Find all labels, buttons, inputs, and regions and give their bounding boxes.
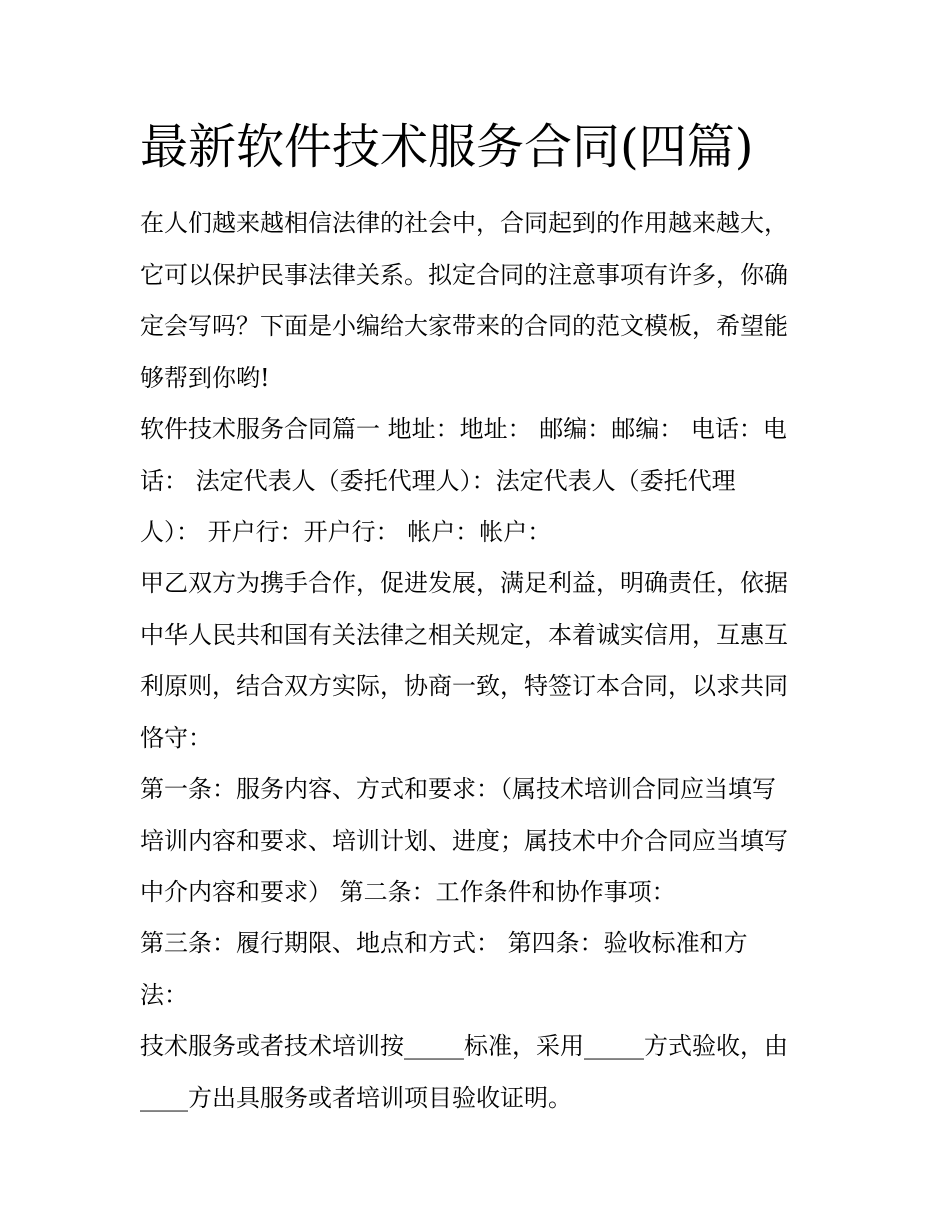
acceptance-paragraph — [140, 1021, 820, 1124]
page-title: 最新软件技术服务合同(四篇) — [140, 119, 754, 175]
paragraph-line: ____方出具服务或者培训项目验收证明。 — [140, 1083, 572, 1112]
paragraph-line: 第一条：服务内容、方式和要求：（属技术培训合同应当填写 — [140, 775, 776, 803]
paragraph-line: 软件技术服务合同篇一 地址：地址： 邮编：邮编： 电话：电 — [140, 415, 787, 443]
paragraph-line: 法： — [140, 980, 188, 1009]
intro-paragraph — [140, 198, 820, 404]
paragraph-line: 技术服务或者技术培训按_____标准，采用_____方式验收，由 — [140, 1032, 788, 1060]
article-one-two-paragraph — [140, 764, 820, 919]
paragraph-line: 在人们越来越相信法律的社会中，合同起到的作用越来越大， — [140, 209, 788, 237]
contract-parties-paragraph — [140, 404, 820, 559]
paragraph-line: 培训内容和要求、培训计划、进度；属技术中介合同应当填写 — [140, 826, 788, 855]
paragraph-line: 定会写吗？下面是小编给大家带来的合同的范文模板，希望能 — [140, 312, 788, 340]
paragraph-line: 利原则，结合双方实际，协商一致，特签订本合同，以求共同 — [140, 672, 788, 700]
paragraph-line: 话： 法定代表人（委托代理人）：法定代表人（委托代理 — [140, 466, 736, 495]
article-three-four-paragraph — [140, 918, 820, 1021]
paragraph-line: 中介内容和要求） 第二条：工作条件和协作事项： — [140, 878, 676, 906]
paragraph-line: 它可以保护民事法律关系。拟定合同的注意事项有许多，你确 — [140, 260, 788, 289]
paragraph-line: 第三条：履行期限、地点和方式： 第四条：验收标准和方 — [140, 929, 748, 957]
paragraph-line: 恪守： — [140, 723, 212, 752]
preamble-paragraph — [140, 558, 820, 764]
paragraph-line: 甲乙双方为携手合作，促进发展，满足利益，明确责任，依据 — [140, 569, 788, 597]
paragraph-line: 够帮到你哟! — [140, 363, 270, 392]
paragraph-line: 中华人民共和国有关法律之相关规定，本着诚实信用，互惠互 — [140, 620, 788, 649]
paragraph-line: 人）： 开户行：开户行： 帐户：帐户： — [140, 518, 552, 546]
